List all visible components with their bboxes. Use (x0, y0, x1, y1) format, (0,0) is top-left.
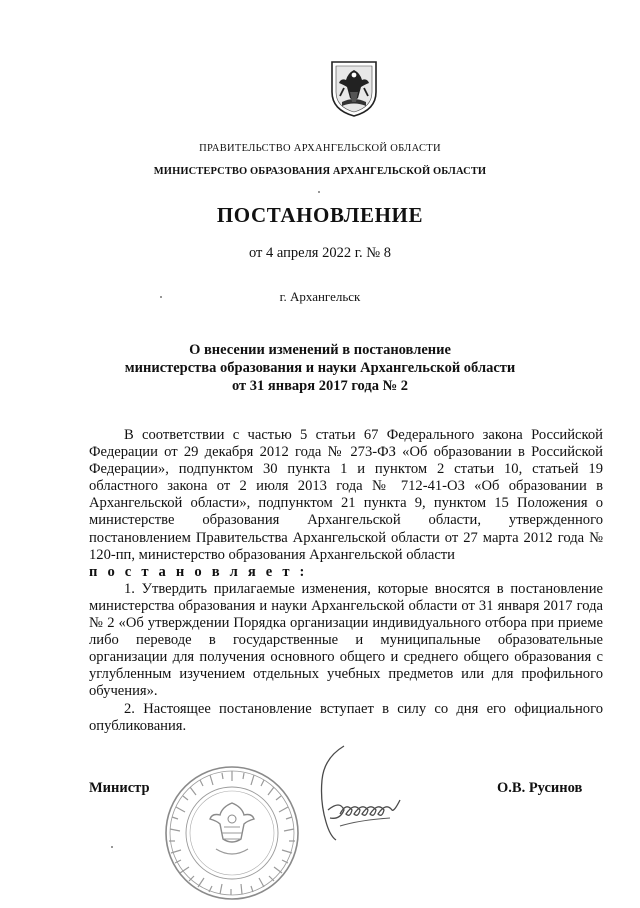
title-line: министерства образования и науки Архангельской области (124, 360, 516, 376)
title-line: от 31 января 2017 года № 2 (231, 378, 409, 394)
scan-speck (111, 846, 113, 848)
handwritten-signature-icon (300, 740, 420, 850)
ministry-header: МИНИСТЕРСТВО ОБРАЗОВАНИЯ АРХАНГЕЛЬСКОЙ ОБЛАСТИ (153, 166, 487, 177)
document-title (120, 341, 520, 395)
scan-speck (318, 191, 320, 193)
scan-speck (160, 296, 162, 298)
government-header: ПРАВИТЕЛЬСТВО АРХАНГЕЛЬСКОЙ ОБЛАСТИ (199, 143, 441, 154)
preamble-text: В соответствии с частью 5 статьи 67 Федерального закона Российской Федерации от 29 декабря 2012 года № 273-ФЗ «Об образовании в Российской Федерации», подпунктом 30 пункта 1 и пунктом 2 статьи 10, статьей 19 областного закона от 2 июля 2013 года № 712-41-ОЗ «Об образовании в Архангельской области», подпунктом 21 пункта 9, пунктом 15 Положения о министерстве образования Архангельской области, утвержденного постановлением Правительства Архангельской области от 27 марта 2012 года № 120-пп, министерство образования Архангельской области (89, 427, 603, 563)
resolves-line: п о с т а н о в л я е т : (89, 563, 308, 580)
official-seal-icon (162, 763, 302, 903)
preamble-paragraph (89, 427, 603, 564)
signatory-name: О.В. Русинов (497, 780, 583, 796)
item-2-paragraph: 2. Настоящее постановление вступает в силу со дня его официального опубликования. (89, 700, 603, 734)
title-line: О внесении изменений в постановление (189, 342, 451, 358)
document-city: г. Архангельск (279, 289, 361, 304)
signatory-position: Министр (89, 780, 150, 796)
document-date-number: от 4 апреля 2022 г. № 8 (248, 245, 391, 261)
item-1-paragraph: 1. Утвердить прилагаемые изменения, которые вносятся в постановление министерства образования и науки Архангельской области от 31 января 2017 года № 2 «Об утверждении Порядка организации индивидуального отбора при приеме либо переводе в государственные и муниципальные образовательные организации для получения основного общего и среднего общего образования с углубленным изучением отдельных учебных предметов или для профильного обучения». (89, 580, 603, 700)
document-body (89, 427, 603, 735)
coat-of-arms-icon (326, 58, 382, 118)
document-type: ПОСТАНОВЛЕНИЕ (216, 203, 424, 227)
